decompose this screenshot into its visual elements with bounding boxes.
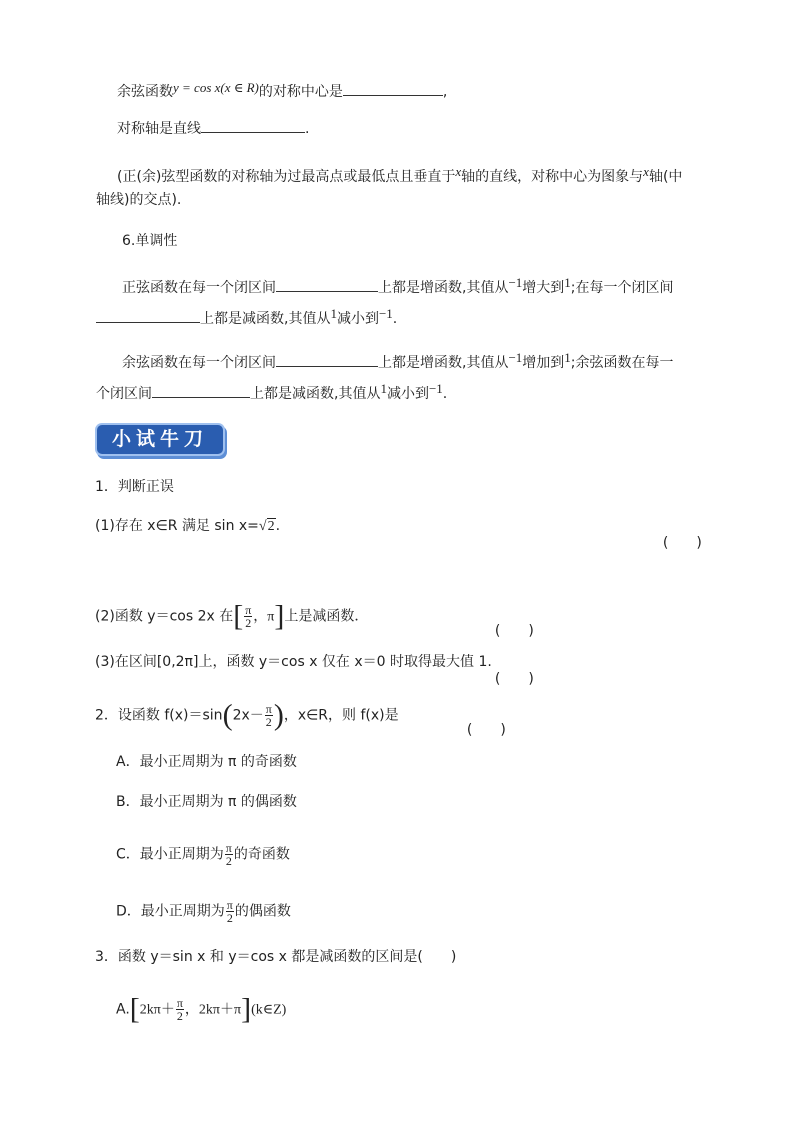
numerator: π: [245, 603, 252, 617]
value: 1: [330, 306, 337, 321]
sin-dec-line: [96, 304, 397, 329]
answer-paren[interactable]: [458, 703, 506, 739]
option-letter: A.: [116, 1001, 130, 1018]
answer-blank[interactable]: [152, 383, 250, 398]
cos-center-prefix: 余弦函数: [117, 84, 173, 100]
text: 上都是增函数,其值从: [378, 355, 509, 371]
note-text: (正(余)弦型函数的对称轴为过最高点或最低点且垂直于: [117, 169, 456, 185]
question-text: ，x∈R，则 f(x)是: [283, 707, 399, 724]
left-paren: (: [222, 698, 233, 732]
answer-blank[interactable]: [343, 81, 443, 96]
item-text: ，π: [253, 609, 275, 625]
numerator: π: [265, 702, 272, 716]
radicand: 2: [267, 519, 275, 534]
numerator: π: [226, 898, 233, 912]
note-line-1: [117, 162, 682, 187]
denominator: 2: [176, 1009, 183, 1023]
option-text: D．最小正周期为: [116, 903, 225, 920]
text: ;余弦函数在每一: [570, 355, 674, 371]
value: −1: [378, 306, 393, 321]
q2-option-c[interactable]: [116, 842, 290, 867]
left-bracket: [: [129, 992, 140, 1026]
denominator: 2: [245, 616, 252, 630]
note-line-2: [96, 190, 181, 210]
cos-formula: y = cos x(x ∈ R): [173, 80, 259, 95]
option-text: 的奇函数: [233, 846, 290, 863]
value: −1: [508, 275, 523, 290]
q2-option-a[interactable]: [116, 752, 297, 772]
value: 1: [564, 350, 571, 365]
left-bracket: [: [233, 599, 244, 633]
punct: .: [305, 121, 310, 137]
cos-center-line: [117, 78, 447, 102]
right-bracket: ]: [274, 599, 285, 633]
question-text: 2x－: [232, 707, 264, 724]
answer-paren[interactable]: [486, 652, 534, 688]
punct: .: [442, 386, 448, 402]
text: 减小到: [386, 386, 429, 402]
punct: .: [275, 518, 281, 534]
note-text: 轴(中: [648, 169, 683, 185]
question-text: 2．设函数 f(x)＝sin: [95, 707, 223, 724]
text: 上都是增函数,其值从: [378, 280, 509, 296]
q1-item-3: [95, 652, 492, 672]
answer-paren[interactable]: [486, 604, 534, 640]
fraction: [265, 703, 273, 728]
denominator: 2: [265, 715, 272, 729]
denominator: 2: [225, 854, 232, 868]
value: 1: [564, 275, 571, 290]
q2-option-d[interactable]: [116, 899, 291, 924]
value: 1: [380, 381, 387, 396]
cos-inc-line: [122, 348, 674, 373]
question-title: 1．判断正误: [95, 479, 174, 495]
q2-option-b[interactable]: [116, 792, 297, 812]
q3-option-a[interactable]: [116, 992, 287, 1026]
answer-blank[interactable]: [201, 118, 305, 133]
heading-text: 6.单调性: [122, 233, 178, 249]
text: 增大到: [522, 280, 565, 296]
value: −1: [428, 381, 443, 396]
question-text: 3．函数 y＝sin x 和 y＝cos x 都是减函数的区间是( ): [95, 949, 457, 965]
right-paren: ): [273, 698, 284, 732]
text: 个闭区间: [96, 386, 152, 402]
q1-item-2: [95, 599, 369, 633]
paren-text: ( ): [662, 535, 702, 551]
fraction: [244, 604, 252, 629]
answer-blank[interactable]: [276, 277, 378, 292]
numerator: π: [225, 841, 232, 855]
item-text: (1)存在 x∈R 满足 sin x=: [95, 518, 259, 534]
var-x: x: [643, 164, 649, 179]
q1-title: [95, 477, 174, 497]
cos-center-suffix: 的对称中心是: [258, 84, 343, 100]
section-heading: [122, 231, 177, 251]
fraction: [226, 899, 234, 924]
option-text: 2kπ＋: [139, 1002, 175, 1018]
right-bracket: ]: [241, 992, 252, 1026]
item-text: (3)在区间[0,2π]上，函数 y＝cos x 仅在 x＝0 时取得最大值 1.: [95, 654, 492, 670]
paren-text: ( ): [494, 671, 534, 687]
option-text: ，2kπ＋π: [184, 1002, 242, 1018]
text: ;在每一个闭区间: [570, 280, 674, 296]
paren-text: ( ): [494, 623, 534, 639]
var-x: x: [455, 164, 462, 179]
paren-text: ( ): [466, 722, 506, 738]
answer-blank[interactable]: [276, 352, 378, 367]
answer-paren[interactable]: [654, 516, 702, 552]
q1-item-1: [95, 516, 280, 537]
text: 上都是减函数,其值从: [250, 386, 381, 402]
axis-prefix: 对称轴是直线: [117, 121, 201, 137]
denominator: 2: [226, 911, 233, 925]
option-text: 的偶函数: [234, 903, 291, 920]
cos-dec-line: [96, 379, 447, 404]
item-text: (2)函数 y＝cos 2x 在: [95, 608, 234, 625]
text: 余弦函数在每一个闭区间: [122, 355, 276, 371]
answer-blank[interactable]: [96, 308, 200, 323]
text: 增加到: [522, 355, 565, 371]
q3-stem: [95, 947, 456, 967]
item-text: 上是减函数．: [284, 608, 369, 625]
sin-inc-line: [122, 273, 674, 298]
option-text: B．最小正周期为 π 的偶函数: [116, 794, 297, 810]
fraction: [225, 842, 233, 867]
punct: ,: [442, 84, 448, 100]
option-text: A．最小正周期为 π 的奇函数: [116, 754, 297, 770]
text: 上都是减函数,其值从: [200, 311, 331, 327]
option-text: (k∈Z): [251, 1002, 287, 1018]
fraction: [176, 997, 184, 1022]
sqrt-expression: √2: [258, 519, 275, 534]
banner-label: 小试牛刀: [111, 428, 208, 450]
note-text: 轴的直线，对称中心为图象与: [461, 169, 644, 185]
q2-stem: [95, 698, 399, 732]
value: −1: [508, 350, 523, 365]
punct: .: [392, 311, 398, 327]
section-banner: [97, 425, 223, 454]
axis-line: [117, 118, 309, 139]
numerator: π: [176, 996, 183, 1010]
text: 正弦函数在每一个闭区间: [122, 280, 276, 296]
note-text: 轴线)的交点).: [96, 192, 182, 208]
option-text: C．最小正周期为: [116, 846, 224, 863]
text: 减小到: [336, 311, 379, 327]
